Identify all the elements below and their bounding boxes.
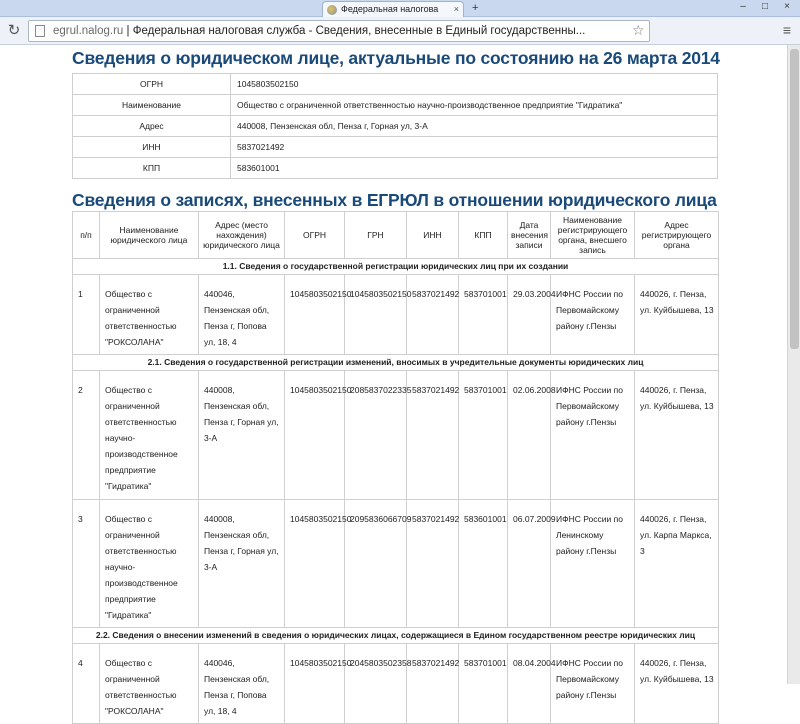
info-value: 440008, Пензенская обл, Пенза г, Горная ул, 3-А	[231, 116, 718, 137]
cell-inn: 5837021492	[407, 371, 459, 500]
cell-name: Общество с ограниченной ответственностью "РОКСОЛАНА"	[100, 275, 199, 355]
section-row	[73, 259, 719, 275]
cell-address: 440008, Пензенская обл, Пенза г, Горная ул, 3-А	[199, 371, 285, 500]
minimize-icon[interactable]: –	[740, 1, 746, 12]
info-label: Наименование	[73, 95, 231, 116]
info-label: Адрес	[73, 116, 231, 137]
cell-kpp: 583601001	[459, 500, 508, 628]
cell-name: Общество с ограниченной ответственностью "РОКСОЛАНА"	[100, 644, 199, 724]
tab-bar	[0, 0, 800, 17]
url-page-title: Федеральная налоговая служба - Сведения, внесенные в Единый государственны...	[132, 25, 586, 37]
cell-authority: ИФНС России по Первомайскому району г.Пензы	[551, 275, 635, 355]
column-header: Наименование юридического лица	[100, 212, 199, 259]
bookmark-star-icon[interactable]: ☆	[632, 22, 645, 38]
records-table	[72, 211, 719, 724]
cell-grn: 2085837022335	[345, 371, 407, 500]
page-icon	[35, 25, 45, 37]
cell-authority: ИФНС России по Первомайскому району г.Пензы	[551, 644, 635, 724]
info-row	[73, 74, 718, 95]
info-value: 583601001	[231, 158, 718, 179]
column-header: ИНН	[407, 212, 459, 259]
cell-inn: 5837021492	[407, 500, 459, 628]
cell-authority: ИФНС России по Первомайскому району г.Пензы	[551, 371, 635, 500]
cell-n: 1	[73, 275, 100, 355]
info-row	[73, 116, 718, 137]
section-title: 2.2. Сведения о внесении изменений в сведения о юридических лицах, содержащиеся в Едином государственном реестре юридических лиц	[73, 628, 719, 644]
column-header: Адрес регистрирующего органа	[635, 212, 719, 259]
records-header-row	[73, 212, 719, 259]
close-window-icon[interactable]: ×	[784, 1, 790, 12]
info-row	[73, 95, 718, 116]
close-tab-icon[interactable]: ×	[453, 4, 459, 14]
records-title: Сведения о записях, внесенных в ЕГРЮЛ в отношении юридического лица	[72, 190, 717, 210]
cell-date: 02.06.2008	[508, 371, 551, 500]
cell-date: 06.07.2009	[508, 500, 551, 628]
table-row	[73, 371, 719, 500]
cell-grn: 1045803502150	[345, 275, 407, 355]
reload-icon[interactable]: ↻	[7, 22, 21, 39]
cell-authority: ИФНС России по Ленинскому району г.Пензы	[551, 500, 635, 628]
cell-kpp: 583701001	[459, 644, 508, 724]
cell-name: Общество с ограниченной ответственностью научно-производственное предприятие "Гидратика"	[100, 371, 199, 500]
column-header: Наименование регистрирующего органа, внесшего запись	[551, 212, 635, 259]
info-label: КПП	[73, 158, 231, 179]
site-favicon-icon	[327, 5, 337, 15]
section-row	[73, 355, 719, 371]
menu-icon[interactable]: ≡	[782, 22, 792, 38]
info-value: Общество с ограниченной ответственностью научно-производственное предприятие "Гидратика"	[231, 95, 718, 116]
cell-address: 440046, Пензенская обл, Пенза г, Попова ул, 18, 4	[199, 275, 285, 355]
cell-n: 4	[73, 644, 100, 724]
column-header: ОГРН	[285, 212, 345, 259]
table-row	[73, 275, 719, 355]
tab-title: Федеральная налогова	[341, 4, 439, 14]
cell-ogrn: 1045803502150	[285, 371, 345, 500]
cell-auth-address: 440026, г. Пенза, ул. Карпа Маркса, 3	[635, 500, 719, 628]
cell-auth-address: 440026, г. Пенза, ул. Куйбышева, 13	[635, 644, 719, 724]
info-value: 5837021492	[231, 137, 718, 158]
section-title: 2.1. Сведения о государственной регистрации изменений, вносимых в учредительные документы юридических лиц	[73, 355, 719, 371]
url-host: egrul.nalog.ru	[53, 25, 124, 37]
cell-ogrn: 1045803502150	[285, 644, 345, 724]
maximize-icon[interactable]: □	[761, 1, 769, 12]
cell-ogrn: 1045803502150	[285, 275, 345, 355]
cell-grn: 2095836066709	[345, 500, 407, 628]
cell-auth-address: 440026, г. Пенза, ул. Куйбышева, 13	[635, 275, 719, 355]
column-header: Адрес (место нахождения) юридического лица	[199, 212, 285, 259]
info-row	[73, 137, 718, 158]
address-bar	[0, 17, 800, 45]
cell-address: 440008, Пензенская обл, Пенза г, Горная ул, 3-А	[199, 500, 285, 628]
vertical-scrollbar[interactable]	[787, 45, 800, 684]
cell-auth-address: 440026, г. Пенза, ул. Куйбышева, 13	[635, 371, 719, 500]
table-row	[73, 644, 719, 724]
cell-inn: 5837021492	[407, 644, 459, 724]
info-label: ИНН	[73, 137, 231, 158]
url-separator: |	[126, 25, 130, 37]
entity-info-table	[72, 73, 718, 179]
column-header: КПП	[459, 212, 508, 259]
url-field[interactable]	[28, 20, 650, 42]
info-label: ОГРН	[73, 74, 231, 95]
page-content	[0, 45, 787, 716]
column-header: Дата внесения записи	[508, 212, 551, 259]
section-title: 1.1. Сведения о государственной регистрации юридических лиц при их создании	[73, 259, 719, 275]
browser-tab[interactable]	[322, 1, 464, 17]
cell-ogrn: 1045803502150	[285, 500, 345, 628]
cell-kpp: 583701001	[459, 275, 508, 355]
cell-name: Общество с ограниченной ответственностью научно-производственное предприятие "Гидратика"	[100, 500, 199, 628]
page-title: Сведения о юридическом лице, актуальные по состоянию на 26 марта 2014	[72, 48, 720, 68]
cell-n: 2	[73, 371, 100, 500]
cell-date: 29.03.2004	[508, 275, 551, 355]
cell-grn: 2045803502358	[345, 644, 407, 724]
cell-kpp: 583701001	[459, 371, 508, 500]
column-header: п/п	[73, 212, 100, 259]
info-value: 1045803502150	[231, 74, 718, 95]
cell-address: 440046, Пензенская обл, Пенза г, Попова ул, 18, 4	[199, 644, 285, 724]
table-row	[73, 500, 719, 628]
cell-inn: 5837021492	[407, 275, 459, 355]
scrollbar-thumb[interactable]	[790, 49, 799, 349]
column-header: ГРН	[345, 212, 407, 259]
cell-n: 3	[73, 500, 100, 628]
info-row	[73, 158, 718, 179]
section-row	[73, 628, 719, 644]
cell-date: 08.04.2004	[508, 644, 551, 724]
new-tab-icon[interactable]: +	[472, 2, 479, 14]
